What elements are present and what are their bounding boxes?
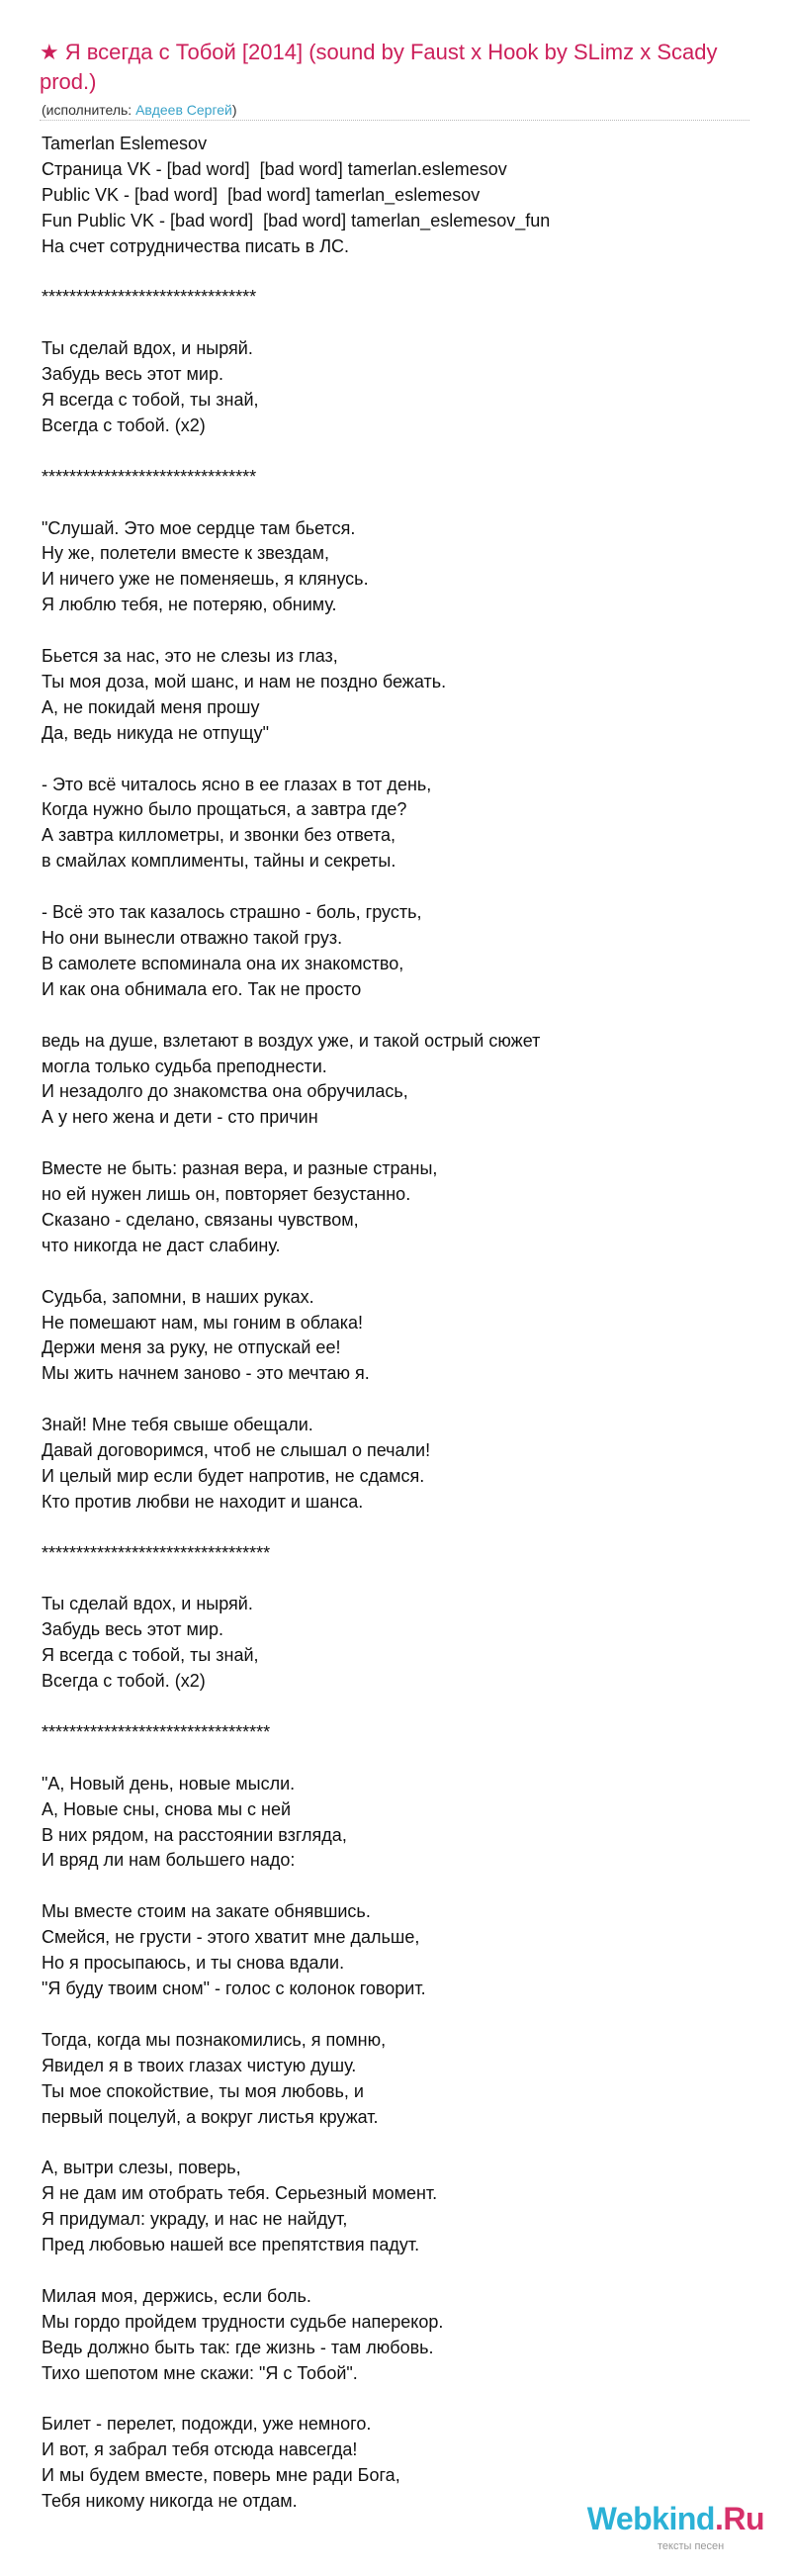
lyric-line: Public VK - [bad word] [bad word] tamerlan_eslemesov [42,184,481,205]
lyric-line: Ведь должно быть так: где жизнь - там любовь. [42,2337,434,2357]
lyric-line: А, вытри слезы, поверь, [42,2158,241,2178]
lyric-line: Судьба, запомни, в наших руках. [42,1286,314,1307]
title-divider [40,120,749,121]
lyric-line: Я люблю тебя, не потеряю, обниму. [42,595,337,615]
lyric-line: Всегда с тобой. (x2) [42,1671,206,1692]
logo-wordmark [587,2501,764,2537]
lyric-line [42,2130,734,2156]
lyric-line: В самолете вспоминала она их знакомство, [42,953,404,973]
lyric-line: Тогда, когда мы познакомились, я помню, [42,2029,387,2050]
lyric-line [42,2386,734,2412]
lyric-line: Не помешают нам, мы гоним в облака! [42,1312,364,1333]
lyric-line: Явидел я в твоих глазах чистую душу. [42,2055,357,2075]
lyric-line: ведь на душе, взлетают в воздух уже, и такой острый сюжет [42,1030,541,1051]
lyric-line [42,1746,734,1772]
lyric-line: "Слушай. Это мое сердце там бьется. [42,517,356,538]
lyric-line: И ничего уже не поменяешь, я клянусь. [42,569,369,590]
lyric-line: Ну же, полетели вместе к звездам, [42,543,329,564]
lyric-line [42,439,734,465]
lyric-line [42,1131,734,1156]
lyric-line: Я придумал: украду, и нас не найдут, [42,2209,348,2230]
artist-credit [42,102,237,118]
lyric-line: Ты моя доза, мой шанс, и нам не поздно бежать. [42,671,447,691]
artist-prefix: (исполнитель: [42,102,136,118]
lyric-line: Сказано - сделано, связаны чувством, [42,1209,359,1230]
lyric-line: Да, ведь никуда не отпущу" [42,722,270,743]
lyric-line: Тихо шепотом мне скажи: "Я с Тобой". [42,2362,358,2383]
lyric-line: А у него жена и дети - сто причин [42,1107,318,1128]
lyric-line: Тебя никому никогда не отдам. [42,2491,298,2512]
lyric-line: И мы будем вместе, поверь мне ради Бога, [42,2465,400,2486]
lyric-line [42,2002,734,2028]
lyric-line [42,618,734,644]
site-logo[interactable] [576,2501,764,2560]
artist-suffix: ) [231,102,237,118]
lyric-line [42,747,734,773]
lyric-line [42,1259,734,1285]
lyric-line: Давай договоримся, чтоб не слышал о печали! [42,1440,431,1461]
lyric-line: Знай! Мне тебя свыше обещали. [42,1415,313,1435]
lyric-line: Забудь весь этот мир. [42,1619,223,1640]
lyric-line: Ты сделай вдох, и ныряй. [42,338,253,359]
lyrics-body [42,132,734,2515]
lyric-line: ********************************* [42,1721,271,1742]
lyric-line: А, не покидай меня прошу [42,696,260,717]
lyric-line: в смайлах комплименты, тайны и секреты. [42,851,396,872]
lyric-line: - Всё это так казалось страшно - боль, грусть, [42,902,422,923]
lyric-line [42,1874,734,1899]
lyric-line [42,1695,734,1720]
lyric-line [42,2258,734,2284]
lyric-line: Мы жить начнем заново - это мечтаю я. [42,1363,370,1384]
lyric-line: И целый мир если будет напротив, не сдамся. [42,1465,425,1486]
artist-link[interactable]: Авдеев Сергей [135,102,232,118]
lyric-line: Но они вынесли отважно такой груз. [42,927,343,948]
lyric-line: но ей нужен лишь он, повторяет безустанно. [42,1184,411,1205]
lyric-line: ******************************* [42,466,257,487]
lyric-line: А, Новые сны, снова мы с ней [42,1798,292,1819]
lyric-line: Милая моя, держись, если боль. [42,2285,311,2306]
lyric-line: Ты сделай вдох, и ныряй. [42,1594,253,1614]
lyric-line: Я всегда с тобой, ты знай, [42,390,259,411]
lyric-line: "А, Новый день, новые мысли. [42,1773,296,1794]
lyric-line: что никогда не даст слабину. [42,1235,281,1255]
lyric-line [42,1003,734,1029]
lyric-line: Пред любовью нашей все препятствия падут. [42,2235,420,2255]
lyric-line: Страница VK - [bad word] [bad word] tamerlan.eslemesov [42,158,507,179]
lyric-line: Но я просыпаюсь, и ты снова вдали. [42,1953,345,1974]
lyric-line [42,874,734,900]
lyric-line: - Это всё читалось ясно в ее глазах в тот день, [42,774,432,794]
lyric-line: Билет - перелет, подожди, уже немного. [42,2414,372,2435]
lyric-line: Я всегда с тобой, ты знай, [42,1645,259,1666]
lyric-line: И вряд ли нам большего надо: [42,1850,296,1871]
lyric-line: Мы гордо пройдем трудности судьбе наперекор. [42,2311,444,2332]
lyric-line: Бьется за нас, это не слезы из глаз, [42,646,338,667]
lyric-line: И незадолго до знакомства она обручилась, [42,1081,408,1102]
lyric-line: Держи меня за руку, не отпускай ее! [42,1337,341,1358]
song-title [40,38,732,97]
lyric-line [42,491,734,516]
lyric-line [42,1387,734,1413]
lyric-line [42,260,734,286]
lyric-line [42,1516,734,1541]
lyric-line: ******************************* [42,287,257,308]
logo-tld: .Ru [714,2501,764,2536]
logo-name: Webkind [586,2501,715,2536]
lyric-line: Всегда с тобой. (x2) [42,414,206,435]
lyric-line: И как она обнимала его. Так не просто [42,978,362,999]
lyric-line: В них рядом, на расстоянии взгляда, [42,1824,347,1845]
lyric-line: Смейся, не грусти - этого хватит мне дальше, [42,1927,420,1948]
lyric-line: Когда нужно было прощаться, а завтра где? [42,799,407,820]
lyric-line: Tamerlan Eslemesov [42,134,208,153]
lyric-line [42,1567,734,1593]
lyric-line: А завтра киллометры, и звонки без ответа, [42,825,396,846]
logo-tagline: тексты песен [658,2540,725,2552]
star-icon: ★ [40,40,59,64]
lyric-line: первый поцелуй, а вокруг листья кружат. [42,2106,379,2127]
lyric-line: Забудь весь этот мир. [42,364,223,385]
lyric-line: Ты мое спокойствие, ты моя любовь, и [42,2080,364,2101]
lyric-line: На счет сотрудничества писать в ЛС. [42,235,350,256]
lyric-line: ********************************* [42,1542,271,1563]
song-title-text: Я всегда с Тобой [2014] (sound by Faust x Hook by SLimz x Scady prod.) [40,40,718,94]
lyric-line: Мы вместе стоим на закате обнявшись. [42,1901,371,1922]
lyric-line: Вместе не быть: разная вера, и разные страны, [42,1158,438,1179]
lyric-line: Fun Public VK - [bad word] [bad word] tamerlan_eslemesov_fun [42,210,551,230]
lyric-line: могла только судьба преподнести. [42,1056,327,1076]
lyric-line: "Я буду твоим сном" - голос с колонок говорит. [42,1978,426,1998]
lyric-line [42,311,734,336]
lyric-line: И вот, я забрал тебя отсюда навсегда! [42,2439,358,2460]
lyric-line: Я не дам им отобрать тебя. Серьезный момент. [42,2183,438,2204]
lyric-line: Кто против любви не находит и шанса. [42,1491,364,1512]
